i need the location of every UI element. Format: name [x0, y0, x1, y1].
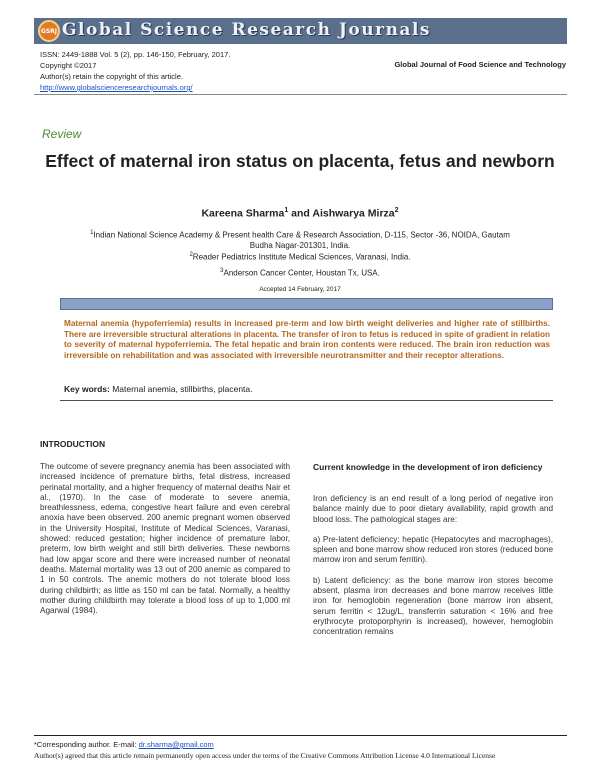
- rights-line: Author(s) retain the copyright of this article.: [40, 72, 183, 81]
- author-1: Kareena Sharma: [201, 207, 285, 220]
- affiliation-2: [40, 250, 560, 263]
- footer-divider: [34, 735, 567, 736]
- intro-paragraph: The outcome of severe pregnancy anemia has been associated with increased incidence of premature births, fetal distress, increased perinatal mortality, and a higher frequency of maternal deaths Nair et al., (1970). In the case of moderate to severe anemia, breathlessness, edema, congestive heart failure and even cerebral anoxia have been observed. 200 anemic pregnant women observed in the University Hospital, Institute of Medical Sciences, Varanasi, showed: reduced gestation; higher incidence of premature labor, preterm, low birth weight and still birth deliveries. These newborns had low apgar score and there were increased number of neonatal deaths. Maternal mortality was 13 out of 200 anemic as compared to 1 in 50 controls. The anemic mothers do not tolerate blood loss during childbirth; as little as 150 ml can be fatal. Normally, a healthy mother during childbirth may tolerate a blood loss of up to 1,000 ml Agarwal (1984).: [40, 462, 290, 616]
- current-paragraph-3: b) Latent deficiency: as the bone marrow iron stores become absent, plasma iron decreases and bone marrow receives little iron for hemoglobin regeneration (bone marrow iron absent, serum ferritin < 12ug/L, transferrin saturation < 16% and free erythrocyte protoporphyrin is increased), however, hemoglobin concentration remains: [313, 575, 553, 637]
- affil-3-text: Anderson Cancer Center, Houstan Tx, USA.: [223, 268, 380, 278]
- header-divider: [34, 94, 567, 95]
- copyright-line: Copyright ©2017: [40, 61, 97, 70]
- affil-1-line-1: Indian National Science Academy & Present health Care & Research Association, D-115, Sector -36, NOIDA, Gautam: [93, 230, 510, 240]
- author-1-sup: 1: [284, 207, 289, 214]
- gsrj-logo: [38, 20, 60, 42]
- author-email-link[interactable]: dr.sharma@gmail.com: [138, 740, 214, 749]
- corresponding-label: *Corresponding author. E-mail:: [34, 740, 139, 749]
- affil-1-sup: 1: [90, 230, 94, 236]
- author-2: Aishwarya Mirza: [312, 207, 395, 220]
- current-paragraph-2: a) Pre-latent deficiency: hepatic (Hepatocytes and macrophages), spleen and bone marrow show reduced iron stores (reduced bone marrow iron and serum ferritin).: [313, 534, 553, 565]
- accepted-date: Accepted 14 February, 2017: [259, 286, 341, 293]
- journal-name: Global Journal of Food Science and Technology: [394, 60, 566, 69]
- logo-text: GSRJ: [40, 27, 58, 35]
- affil-2-sup: 2: [189, 252, 193, 258]
- keywords: [64, 384, 550, 394]
- authors: [40, 207, 560, 220]
- current-paragraph-1: Iron deficiency is an end result of a long period of negative iron balance mainly due to poor dietary availability, rapid growth and blood loss. The pathological stages are:: [313, 494, 553, 524]
- author-2-sup: 2: [394, 207, 399, 214]
- abstract-text: Maternal anemia (hypoferriemia) results in increased pre-term and low birth weight deliveries and higher rate of stillbirths. There are irreversible structural alterations in placenta. The transfer of iron to fetus is reduced in spite of gradient in relation to severity of maternal hypoferriemia. The fetal hepatic and brain iron contents were reduced. The brain iron reduction was irreversible on rehabilitation and was associated with irreversible neurotransmitter and their receptor alterations.: [64, 319, 550, 360]
- article-type: Review: [42, 127, 82, 141]
- affil-1-line-2: Budha Nagar-201301, India.: [249, 240, 351, 250]
- issn-line: ISSN: 2449-1888 Vol. 5 (2), pp. 146-150, February, 2017.: [40, 50, 231, 59]
- author-and: and: [288, 207, 313, 220]
- affiliation-1: [40, 228, 560, 251]
- article-title: Effect of maternal iron status on placenta, fetus and newborn: [45, 151, 555, 171]
- current-knowledge-heading: Current knowledge in the development of iron deficiency: [313, 462, 543, 472]
- journal-url-link[interactable]: http://www.globalscienceresearchjournals.org/: [40, 83, 193, 92]
- intro-heading: INTRODUCTION: [40, 439, 106, 449]
- keywords-label: Key words:: [64, 384, 110, 394]
- license-text: Author(s) agreed that this article remain permanently open access under the terms of the Creative Commons Attribution License 4.0 International License: [34, 751, 496, 760]
- banner-title: Global Science Research Journals: [62, 20, 431, 40]
- affil-2-text: Reader Pediatrics Institute Medical Sciences, Varanasi, India.: [192, 252, 411, 262]
- affil-3-sup: 3: [220, 268, 224, 274]
- affiliation-3: [40, 266, 560, 279]
- abstract-divider: [60, 400, 553, 401]
- keywords-text: Maternal anemia, stillbirths, placenta.: [109, 384, 253, 394]
- abstract-bar: [60, 298, 553, 310]
- right-column: [313, 494, 553, 648]
- corresponding-author: [34, 740, 567, 749]
